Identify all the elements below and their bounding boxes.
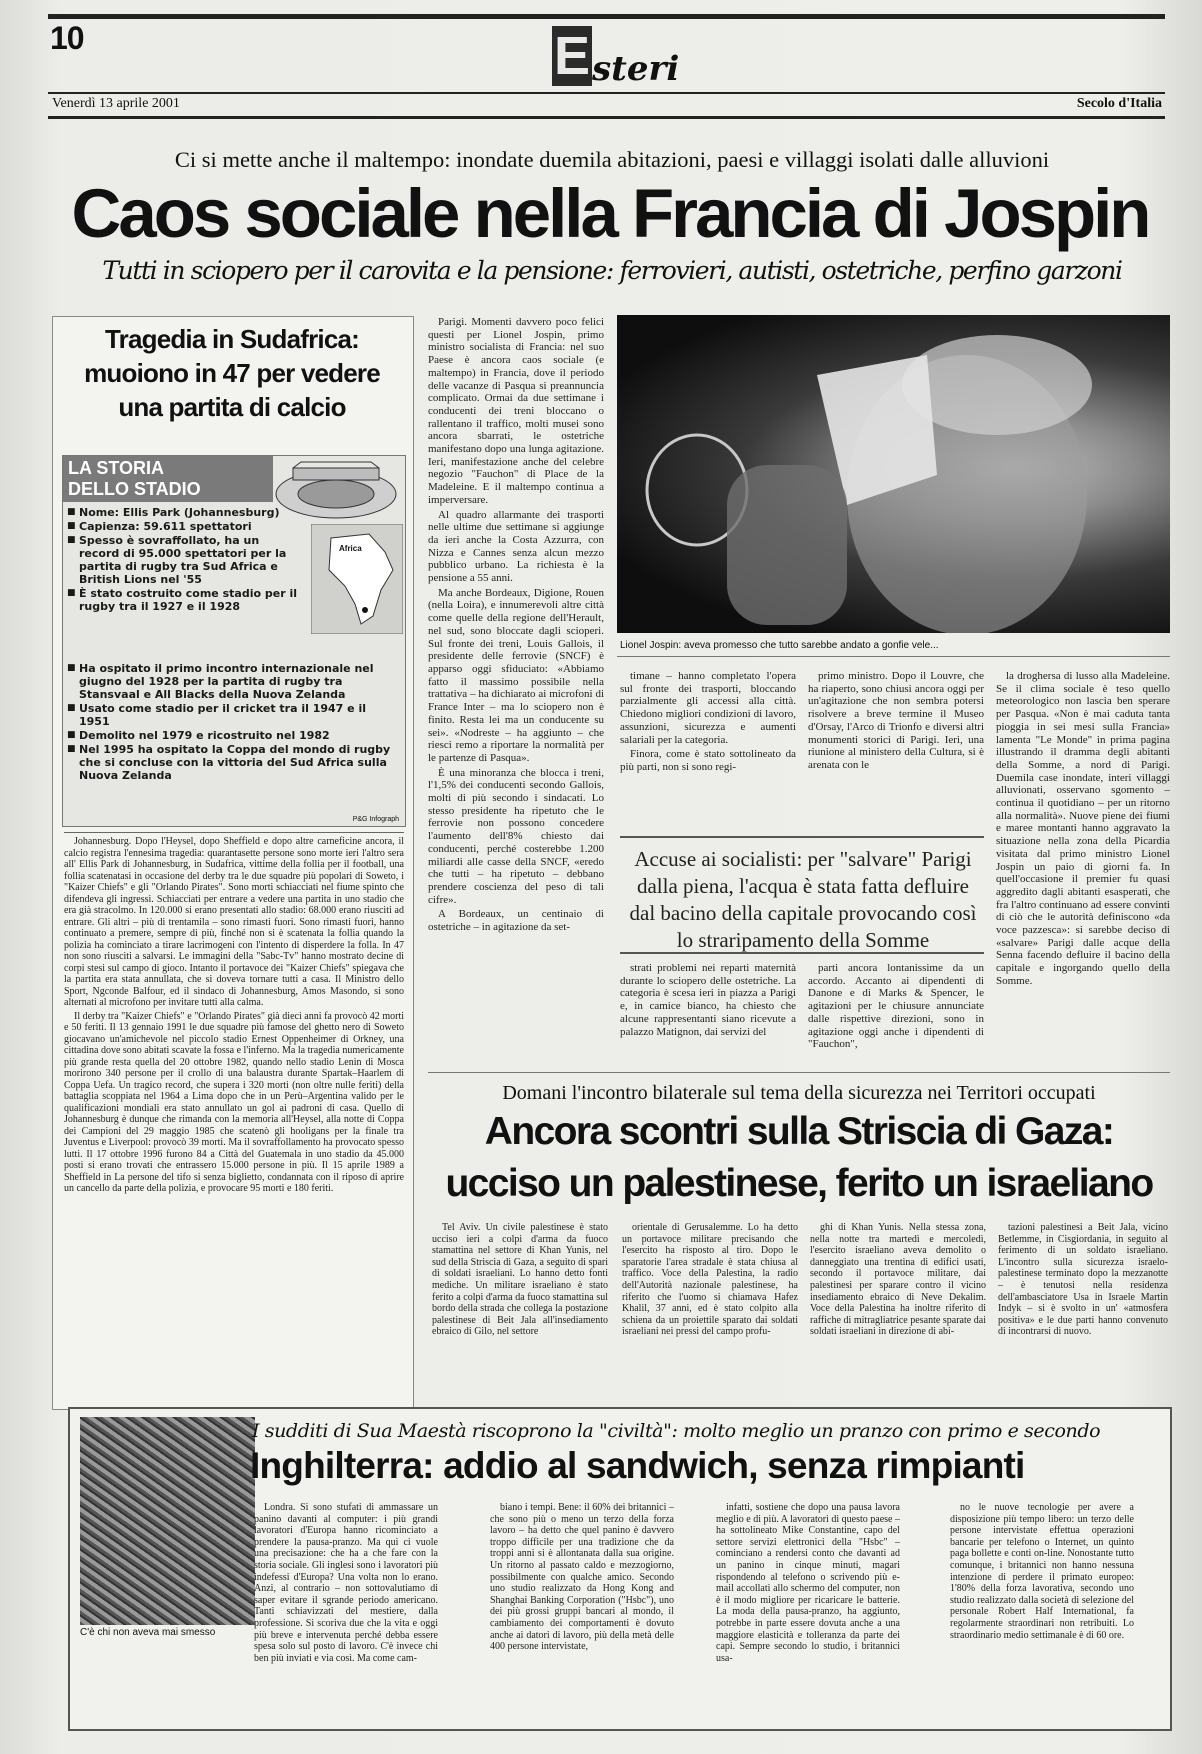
jospin-photo-drawing	[617, 315, 1170, 633]
page-number: 10	[50, 20, 84, 56]
paragraph: Parigi. Momenti davvero poco felici questi per Lionel Jospin, primo ministro socialista di Francia: nel suo Paese è ancora caos sociale (e maltempo) in Francia, dove il periodo delle vacanze di Pasqua si preannuncia complicato. Ormai da due settimane i conducenti dei treni bloccano o rallentano il traffico, molti musei sono ancora sbarrati, le ostetriche manifestano dopo una lunga agitazione. Ieri, manifestazione anche del celebre negozio "Fauchon" di Place de la Madeleine. E il maltempo continua a imperversare.	[428, 316, 604, 506]
fact-item: ■ Capienza: 59.611 spettatori	[67, 520, 303, 533]
restaurant-photo	[80, 1417, 255, 1625]
section-initial: E	[553, 26, 591, 86]
sudafrica-divider	[64, 832, 404, 833]
paragraph: Johannesburg. Dopo l'Heysel, dopo Sheffield e dopo altre carneficine ancora, il calcio registra l'ennesima tragedia: quarantasette persone sono morte ieri l'altro sera all' Ellis Park di Johannesburg, in Sudafrica, vittime della follia per il football, una follia scatenatasi in occasione del derby tra le due squadre più popolari di Soweto, i "Kaizer Chiefs" e gli "Orlando Pirates". Sono morti schiacciati nel fiume spinto che difendeva gli ingressi. Schiacciati per entrare a vedere una partita in uno stadio che era già stracolmo. In 120.000 si erano presentati allo stadio: 68.000 erano riusciti ad entrare. Gli altri – più di trentamila – sono rimasti fuori. Sono rimasti fuori, hanno continuato a premere, sempre di più, finché non si è scatenata la follia quando la polizia ha cominciato a tirare lacrimogeni con l'intento di disperdere la folla. In 47 non sono riusciti a salvarsi. Le immagini della "Sabc-Tv" hanno mostrato decine di corpi stesi sul campo di gioco. Intanto il portavoce dei "Kaizer Chiefs" spiegava che la partita era stata annullata, che si doveva tornare tutti a casa. Il Ministro dello Sport, Ngconde Balfour, ed il sindaco di Johannesburg, Amos Masondo, si sono alternati al microfono per invitare tutti alla calma.	[64, 836, 404, 1008]
paragraph: Tel Aviv. Un civile palestinese è stato ucciso ieri a colpi d'arma da fuoco stamattina nel settore di Khan Yunis, nel sud della Striscia di Gaza, a seguito di spari di soldati israeliani. Lo hanno detto fonti mediche. Un militare israeliano è stato ferito a colpi d'arma da fuoco stamattina sul bordo della strada che collega la postazione palestinese di Beit Jala all'insediamento ebraico di Gilo, nel settore	[432, 1222, 608, 1338]
paragraph: la droghersa di lusso alla Madeleine. Se il clima sociale è teso quello meteorologico non lascia ben sperare per Pasqua. «Non è mai caduta tanta pioggia in sei mesi sulla Francia» lamenta "Le Monde" in prima pagina illustrando il dramma degli abitanti della Somme, a nord di Parigi. Duemila case inondate, interi villaggi alluvionati, osservano sgomento – continua il quotidiano – per un ritorno alla normalità». Nuove piene dei fiumi e maree montanti hanno aggravato la situazione nella zona della Picardia visitata dal primo ministro Lionel Jospin un paio di giorni fa. In quell'occasione il premier fu quasi aggredito dagli abitanti esasperati, che fra l'altro continuano ad essere convinti di ciò che le autorità definiscono «da voce pazzesca»: si sarebbe deciso di «salvare» Parigi dalle acque della Senna facendo defluire il bacino della capitale e ingorgando quello della Somme.	[996, 670, 1170, 987]
fact-item: ■ È stato costruito come stadio per il rugby tra il 1927 e il 1928	[67, 587, 303, 613]
paper-name: Secolo d'Italia	[1076, 96, 1162, 111]
paragraph: ghi di Khan Yunis. Nella stessa zona, nella notte tra martedì e mercoledì, l'esercito israeliano aveva demolito o danneggiato una trentina di edifici usati, secondo il portavoce militare, dai palestinesi per sparare contro il vicino insediamento ebraico di Neve Dekalim. Voce della Palestina ha inoltre riferito di raffiche di mitragliatrice pesante sparate dai soldati israeliani in direzione di abi-	[810, 1222, 986, 1338]
gaza-col-2	[622, 1222, 798, 1392]
england-col-3	[716, 1502, 900, 1712]
lead-col-1	[428, 316, 604, 1056]
stadium-infographic	[62, 455, 406, 827]
lead-kicker: Ci si mette anche il maltempo: inondate duemila abitazioni, paesi e villaggi isolati dalle alluvioni	[174, 147, 1050, 172]
england-col-1	[254, 1502, 438, 1712]
fact-item: ■ Nome: Ellis Park (Johannesburg)	[67, 506, 303, 519]
paragraph: no le nuove tecnologie per avere a disposizione più tempo libero: un terzo delle persone intervistate effettua operazioni bancarie per telefono o Internet, un quinto paga bollette e conti on-line. Nonostante tutto comunque, i britannici non hanno nessuna intenzione di perdere il primato europeo: 1'80% della forza lavorativa, secondo uno studio realizzato dalla società di selezione del personale Robert Half International, fa regolarmente straordinari non retribuiti. Lo straordinario medio settimanale è di 60 ore.	[950, 1502, 1134, 1641]
infographic-title-1: LA STORIA	[68, 458, 165, 478]
issue-date: Venerdì 13 aprile 2001	[52, 96, 180, 111]
paragraph: Finora, come è stato sottolineato da più parti, non si sono regi-	[620, 748, 796, 773]
gaza-headline-2: ucciso un palestinese, ferito un israeliano	[445, 1162, 1153, 1205]
lead-col-4	[996, 670, 1170, 1062]
map-label: Africa	[339, 544, 362, 553]
section-title	[552, 26, 679, 88]
gaza-rule	[428, 1072, 1170, 1073]
lead-col-2-bottom	[620, 962, 796, 1062]
top-rule	[48, 14, 1165, 19]
sudafrica-body	[64, 836, 404, 1402]
sudafrica-headline: Tragedia in Sudafrica: muoiono in 47 per vedere una partita di calcio	[84, 324, 380, 422]
fact-item: ■ Usato come stadio per il cricket tra il 1947 e il 1951	[67, 702, 399, 728]
lead-col-3-bottom	[808, 962, 984, 1062]
england-col-4	[950, 1502, 1134, 1712]
gaza-col-3	[810, 1222, 986, 1392]
paragraph: strati problemi nei reparti maternità durante lo sciopero delle ostetriche. La categoria è scesa ieri in piazza a Parigi e, in camice bianco, ha chiesto che alcune rappresentanti siano ricevute a palazzo Matignon, dai servizi del	[620, 962, 796, 1038]
paragraph: primo ministro. Dopo il Louvre, che ha riaperto, sono chiusi ancora oggi per un'agitazione che non sembra potersi risolvere a breve termine il Museo d'Orsay, l'Arco di Trionfo e diversi altri monumenti storici di Parigi. Ieri, una riunione al ministero della Cultura, si è arenata con le	[808, 670, 984, 771]
caption-rule	[617, 656, 1170, 657]
paragraph: tazioni palestinesi a Beit Jala, vicino Betlemme, in Cisgiordania, in seguito al ferimento di un soldato israeliano. L'incontro sulla sicurezza israelo-palestinese terminato dopo la mezzanotte – è tenutosi nella residenza dell'ambasciatore Usa in Israele Martin Indyk – si è svolto in un' «atmosfera positiva» e le due parti hanno convenuto di incontrarsi di nuovo.	[998, 1222, 1168, 1338]
fact-item: ■ Demolito nel 1979 e ricostruito nel 1982	[67, 729, 399, 742]
pullquote-rule-bottom	[620, 952, 984, 954]
stadium-facts-top	[67, 506, 303, 614]
pullquote: Accuse ai socialisti: per "salvare" Parigi dalla piena, l'acqua è stata fatta defluire dal bacino della capitale provocando così lo straripamento della Somme	[629, 847, 977, 952]
header-rule-lower	[48, 116, 1165, 119]
paragraph: Londra. Si sono stufati di ammassare un panino davanti al computer: i più grandi lavoratori d'Europa hanno ricominciato a prendere la pausa-pranzo. Ma qui ci vuole una precisazione: che ha a che fare con la storia sociale. Gli inglesi sono i lavoratori più indefessi d'Europa? Una volta non lo erano. Anzi, al contrario – non sottovalutiamo di saper evitare il sgrande periodo americano. Tanti schiavizzati del mestiere, dalla professione. Si scoriva due che la vita e oggi più breve e intervenuta perché debba essere spesa solo sul posto di lavoro. C'è invece chi ben più inviati e via così. Ma come cam-	[254, 1502, 438, 1664]
paragraph: Il derby tra "Kaizer Chiefs" e "Orlando Pirates" già dieci anni fa provocò 42 morti e 50 feriti. Il 13 gennaio 1991 le due squadre più famose del ghetto nero di Soweto giocavano un'amichevole nel piccolo stadio Ernest Oppenheimer di Orkney, una cittadina dove sono abitati scavate la fossa e l'inferno. Ma la tragedia numericamente più grande resta quella del 20 ottobre 1982, quando nello stadio Lenin di Mosca morirono 340 persone per il crollo di una balaustra durante Spartak–Haarlem di Coppa Uefa. Un tragico record, che supera i 320 morti (non oltre nulle feriti) della battaglia scoppiata nel 1964 a Lima dopo che in un Perù–Argentina valido per le qualificazioni mondiali era stato annullato un gol ai padroni di casa. Quello di Johannesburg è dunque che rimanda con la memoria all'Heysel, alla notte di Coppa dei Campioni del 29 maggio 1985 che scatenò gli hooligans per la finale tra Juventus e Liverpool: provocò 39 morti. Ma il sovraffollamento ha provocato spesso lutti. Il 17 ottobre 1996 furono 84 a Città del Guatemala in uno stadio da 45.000 posti si erano trovati che entrassero 15.000 persone in più. Il 15 aprile 1989 a Sheffield in La persone del tifo si senza biglietto, condannata con il riposo di aprire un cancello da parte della polizia, e provocare 95 morti e 180 feriti.	[64, 1010, 404, 1194]
fact-item: ■ Spesso è sovraffollato, ha un record di 95.000 spettatori per la partita di rugby tra Sud Africa e British Lions nel '55	[67, 534, 303, 586]
lead-headline: Caos sociale nella Francia di Jospin	[71, 175, 1149, 252]
paragraph: parti ancora lontanissime da un accordo. Accanto ai dipendenti di Danone e di Marks & Spencer, le agitazioni per le chiusure annunciate dalle rispettive direzioni, sono in agitazione oggi anche i dipendenti di "Fauchon",	[808, 962, 984, 1051]
england-col-2	[490, 1502, 674, 1712]
paragraph: Ma anche Bordeaux, Digione, Rouen (nella Loira), e innumerevoli altre città come quelle della regione dell'Herault, nel sud, sono bloccate dagli scioperi. Sul fronte dei treni, Louis Gallois, il presidente delle ferrovie (SNCF) è apparso oggi sfiduciato: «Abbiamo fatto il massimo possibile nella trattativa – ha dichiarato ai microfoni di France Inter – ma lo sciopero non è finito. Resta lei ma un conducente su sei». «Nodreste – ha aggiunto – che riesci remo a riportare la normalità per le partenze di Pasqua».	[428, 586, 604, 764]
fact-item: ■ Nel 1995 ha ospitato la Coppa del mondo di rugby che si concluse con la vittoria del Sud Africa sulla Nuova Zelanda	[67, 743, 399, 782]
pullquote-rule-top	[620, 836, 984, 838]
photo-caption: Lionel Jospin: aveva promesso che tutto sarebbe andato a gonfie vele...	[620, 640, 939, 651]
gaza-headline-1: Ancora scontri sulla Striscia di Gaza:	[484, 1110, 1114, 1153]
paragraph: È una minoranza che blocca i treni, l'1,5% dei conducenti secondo Gallois, molti di più secondo i sindacati. Lo stesso presidente ha ripetuto che le ferrovie non possono concedere l'aumento dell'8% chiesto dai conducenti, perché costerebbe 1.200 miliardi alle casse della SNCF, «eredo che tutti – ha ripetuto – debbano prendere coscienza del peso di tali cifre».	[428, 766, 604, 906]
jospin-photo	[617, 315, 1170, 633]
gaza-kicker: Domani l'incontro bilaterale sul tema della sicurezza nei Territori occupati	[502, 1082, 1096, 1104]
gaza-col-1	[432, 1222, 608, 1392]
paragraph: infatti, sostiene che dopo una pausa lavora meglio e di più. A lavoratori di questo paese – ha sottolineato Mike Constantine, capo del settore servizi elettronici della "Hsbc" – cominciano a rendersi conto che davanti ad un panino in cinque minuti, magari rispondendo al telefono o scrivendo più e-mail accollati allo schermo del computer, non è il modo migliore per ricaricare le batterie. La moda della pausa-pranzo, ha aggiunto, potrebbe in parte essere dovuta anche a una maggiore elasticità e tolleranza da parte dei capi. Sempre secondo lo studio, i britannici usa-	[716, 1502, 900, 1664]
africa-map	[311, 524, 403, 634]
england-headline: Inghilterra: addio al sandwich, senza rimpianti	[250, 1445, 1025, 1486]
fact-item: ■ Ha ospitato il primo incontro internazionale nel giugno del 1928 per la partita di rugby tra Stansvaal e All Blacks della Nuova Zelanda	[67, 662, 399, 701]
infographic-title-2: DELLO STADIO	[68, 479, 201, 499]
lead-col-3-top	[808, 670, 984, 810]
infographic-credit: P&G Infograph	[352, 816, 399, 823]
lead-col-2-top	[620, 670, 796, 810]
lead-subhead: Tutti in sciopero per il carovita e la pensione: ferrovieri, autisti, ostetriche, perfino garzoni	[102, 256, 1122, 285]
paragraph: orientale di Gerusalemme. Lo ha detto un portavoce militare precisando che l'esercito ha risposto al tiro. Dopo le sparatorie l'area stradale è stata chiusa al traffico. Voce della Palestina, la radio dell'Autorità nazionale palestinese, ha riferito che l'uomo si chiamava Hafez Khalil, 37 anni, ed è stato colpito alla schiena da un proiettile sparato dai soldati israeliani nei pressi del campo profu-	[622, 1222, 798, 1338]
paragraph: biano i tempi. Bene: il 60% dei britannici – che sono più o meno un terzo della forza lavoro – ha detto che quel panino è davvero troppo difficile per una tradizione che da troppi anni si è allontanata dalla sua origine. Un ritorno al passato caldo e mezzogiorno, possibilmente con qualche amico. Secondo uno studio realizzato da Hong Kong and Shanghai Banking Corporation ("Hsbc"), uno dei più grossi gruppi bancari al mondo, il cambiamento dei comportamenti è dovuto anche ai datori di lavoro, più della metà delle 400 persone intervistate,	[490, 1502, 674, 1653]
paragraph: A Bordeaux, un centinaio di ostetriche – in agitazione da set-	[428, 908, 604, 934]
stadium-facts-bottom	[67, 662, 399, 783]
header-rule-upper	[48, 92, 1165, 94]
gaza-col-4	[998, 1222, 1168, 1392]
section-rest: steri	[592, 49, 680, 89]
paragraph: Al quadro allarmante dei trasporti nelle ultime due settimane si aggiunge da ieri anche la Costa Azzurra, con Nizza e Cannes senza alcun mezzo pubblico urbano. La richiesta è la pensione a 55 anni.	[428, 508, 604, 585]
paragraph: timane – hanno completato l'opera sul fronte dei trasporti, bloccando parzialmente gli accessi alla città. Chiedono migliori condizioni di lavoro, assunzioni, sicurezza e aumenti salariali per la categoria.	[620, 670, 796, 746]
england-kicker: I sudditi di Sua Maestà riscoprono la "civiltà": molto meglio un pranzo con primo e secondo	[252, 1420, 1101, 1442]
england-photo-caption: C'è chi non aveva mai smesso	[80, 1627, 216, 1638]
